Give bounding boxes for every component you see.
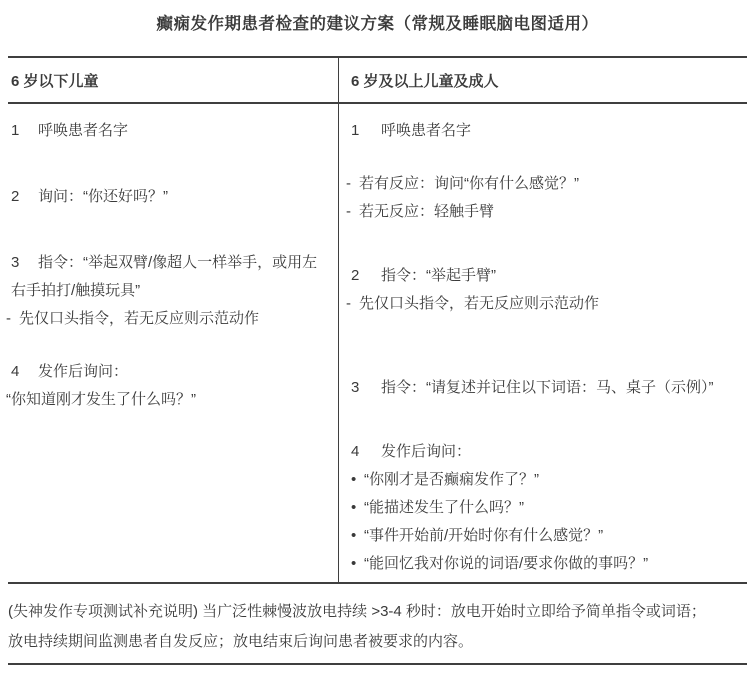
step-3 bbox=[6, 249, 332, 333]
step-text: 询问：“你还好吗？” bbox=[38, 188, 168, 205]
column-6-and-over bbox=[339, 104, 747, 582]
step-number: 1 bbox=[351, 122, 360, 139]
step-text-line bbox=[348, 438, 743, 466]
step-text: 指令：“请复述并记住以下词语：马、桌子（示例）” bbox=[381, 379, 714, 396]
question-item bbox=[348, 522, 743, 550]
step-note bbox=[346, 290, 743, 318]
note-text: 先仅口头指令，若无反应则示范动作 bbox=[359, 295, 600, 312]
step-number: 2 bbox=[351, 267, 360, 284]
step-text-line bbox=[11, 358, 332, 386]
page-title: 癫痫发作期患者检查的建议方案（常规及睡眠脑电图适用） bbox=[156, 15, 599, 33]
header-under-6: 6 岁以下儿童 bbox=[8, 58, 339, 102]
step-2 bbox=[11, 183, 332, 211]
step-number: 3 bbox=[351, 379, 360, 396]
question-text: “事件开始前/开始时你有什么感觉？” bbox=[364, 527, 604, 544]
step-number: 4 bbox=[351, 443, 360, 460]
step-4 bbox=[6, 358, 332, 414]
step-text: 指令：“举起手臂” bbox=[381, 267, 496, 284]
step-text-line bbox=[11, 249, 332, 305]
header-6-and-over: 6 岁及以上儿童及成人 bbox=[351, 72, 499, 90]
step-2 bbox=[348, 262, 743, 318]
step-text: 指令：“举起双臂/像超人一样举手，或用左右手拍打/触摸玩具” bbox=[11, 254, 318, 299]
step-1 bbox=[348, 117, 743, 145]
step-number: 3 bbox=[11, 254, 20, 271]
note-if-response bbox=[346, 170, 743, 198]
step-number: 1 bbox=[11, 122, 20, 139]
footnote-line-1: (失神发作专项测试补充说明) 当广泛性棘慢波放电持续 >3-4 秒时：放电开始时立即给予简单指令或词语； bbox=[8, 603, 706, 620]
bullet-marker: • bbox=[351, 471, 357, 488]
step-1-notes bbox=[348, 170, 743, 226]
note-text: 先仅口头指令，若无反应则示范动作 bbox=[19, 310, 260, 327]
bullet-marker: • bbox=[351, 527, 357, 544]
bullet-marker: • bbox=[351, 555, 357, 572]
step-text: 发作后询问： bbox=[38, 363, 129, 380]
step-text: 呼唤患者名字 bbox=[38, 122, 129, 139]
step-text-line bbox=[348, 262, 743, 290]
step-1 bbox=[11, 117, 332, 145]
step-text: 发作后询问： bbox=[381, 443, 472, 460]
question-text: “你刚才是否癫痫发作了？” bbox=[364, 471, 539, 488]
step-text: 呼唤患者名字 bbox=[381, 122, 472, 139]
question-item bbox=[348, 550, 743, 578]
dash-marker: - bbox=[346, 295, 351, 312]
dash-marker: - bbox=[346, 203, 351, 220]
table-header-row bbox=[8, 58, 747, 104]
question-text: “能描述发生了什么吗？” bbox=[364, 499, 524, 516]
column-under-6 bbox=[8, 104, 339, 582]
dash-marker: - bbox=[6, 310, 11, 327]
table-body-row bbox=[8, 104, 747, 582]
note-text: 若有反应：询问“你有什么感觉？” bbox=[359, 175, 579, 192]
step-number: 4 bbox=[11, 363, 20, 380]
step-4 bbox=[348, 438, 743, 578]
step-quote: “你知道刚才发生了什么吗？” bbox=[6, 391, 196, 408]
footnote-line-2: 放电持续期间监测患者自发反应；放电结束后询问患者被要求的内容。 bbox=[8, 633, 474, 650]
note-if-no-response bbox=[346, 198, 743, 226]
step-note bbox=[6, 305, 332, 333]
dash-marker: - bbox=[346, 175, 351, 192]
absence-seizure-footnote bbox=[8, 584, 747, 665]
bullet-marker: • bbox=[351, 499, 357, 516]
question-item bbox=[348, 466, 743, 494]
question-text: “能回忆我对你说的词语/要求你做的事吗？” bbox=[364, 555, 649, 572]
protocol-table bbox=[8, 56, 747, 584]
step-3 bbox=[348, 374, 743, 402]
document-page bbox=[8, 0, 747, 665]
note-text: 若无反应：轻触手臂 bbox=[359, 203, 495, 220]
step-number: 2 bbox=[11, 188, 20, 205]
question-item bbox=[348, 494, 743, 522]
